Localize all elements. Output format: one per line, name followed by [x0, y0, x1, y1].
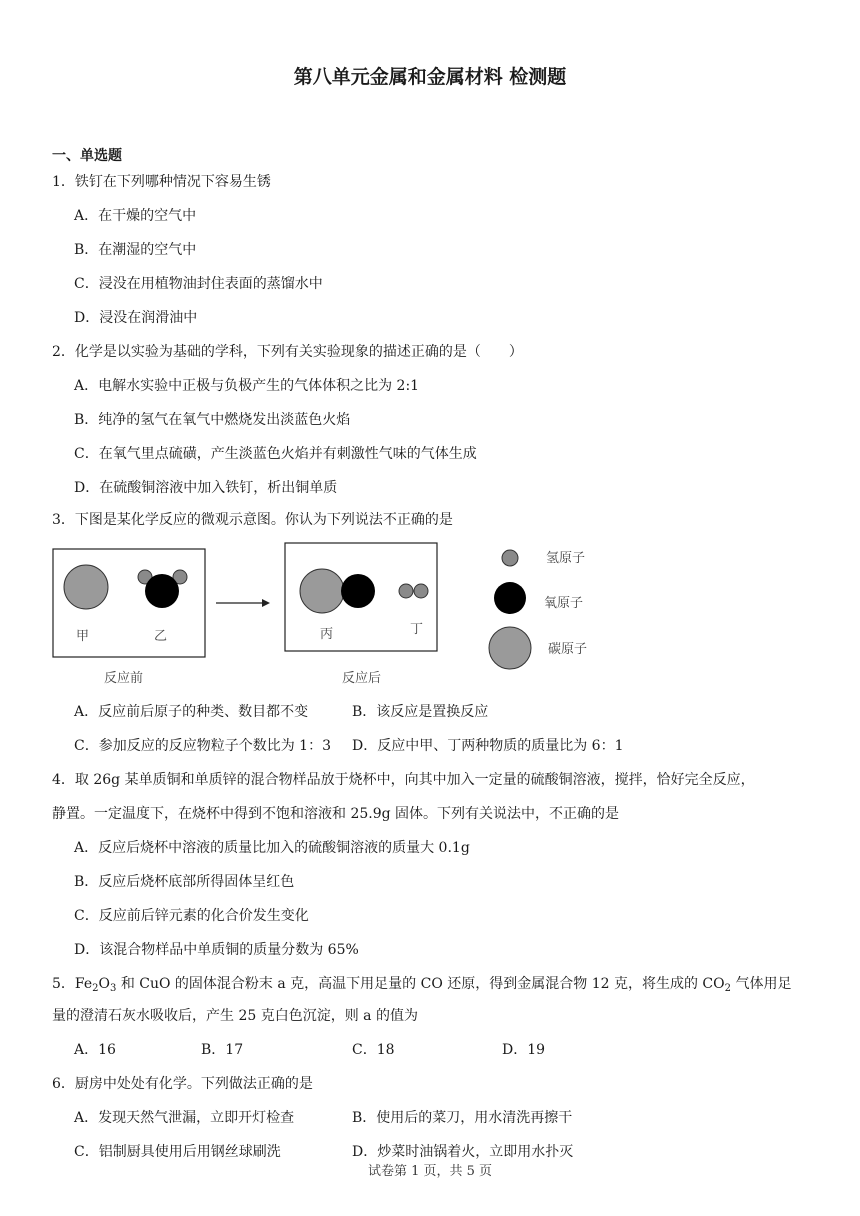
- question-5-stem-line1: [52, 974, 791, 994]
- section-heading: 一、单选题: [52, 148, 122, 164]
- q5-text-part: 气体用足: [731, 976, 792, 992]
- question-5-option-a: A．16: [74, 1042, 116, 1058]
- question-4-option-a: A．反应后烧杯中溶液的质量比加入的硫酸铜溶液的质量大 0.1g: [74, 840, 470, 856]
- label-before: 反应前: [104, 671, 144, 686]
- question-4-option-d: D．该混合物样品中单质铜的质量分数为 65%: [74, 942, 359, 958]
- question-4-option-b: B．反应后烧杯底部所得固体呈红色: [74, 874, 295, 890]
- hydrogen-atom: [414, 584, 428, 598]
- label-yi: 乙: [154, 629, 168, 644]
- question-3-stem: 3．下图是某化学反应的微观示意图。你认为下列说法不正确的是: [52, 512, 453, 528]
- question-5-option-d: D．19: [502, 1042, 546, 1058]
- carbon-atom: [64, 565, 108, 609]
- question-1-stem: 1．铁钉在下列哪种情况下容易生锈: [52, 174, 271, 190]
- q5-subscript: 3: [110, 983, 117, 994]
- legend-carbon-label: 碳原子: [548, 642, 588, 657]
- question-6-option-a: A．发现天然气泄漏，立即开灯检查: [74, 1110, 295, 1126]
- page-title: 第八单元金属和金属材料 检测题: [293, 66, 567, 88]
- page-footer: 试卷第 1 页，共 5 页: [367, 1164, 493, 1179]
- question-2-option-a: A．电解水实验中正极与负极产生的气体体积之比为 2:1: [74, 378, 420, 394]
- question-5-option-c: C．18: [352, 1042, 395, 1058]
- question-1-option-a: A．在干燥的空气中: [74, 208, 197, 224]
- question-6-option-c: C．铝制厨具使用后用钢丝球刷洗: [74, 1144, 281, 1160]
- question-4-option-c: C．反应前后锌元素的化合价发生变化: [74, 908, 309, 924]
- legend-hydrogen-label: 氢原子: [546, 551, 586, 566]
- reaction-diagram: [52, 540, 652, 690]
- q5-subscript: 2: [724, 983, 731, 994]
- question-1-option-d: D．浸没在润滑油中: [74, 310, 198, 326]
- question-5-option-b: B．17: [201, 1042, 244, 1058]
- arrow-head: [262, 599, 270, 607]
- question-2-option-c: C．在氧气里点硫磺，产生淡蓝色火焰并有刺激性气味的气体生成: [74, 446, 477, 462]
- question-1-option-c: C．浸没在用植物油封住表面的蒸馏水中: [74, 276, 323, 292]
- legend-oxygen-label: 氧原子: [544, 596, 584, 611]
- question-4-stem-line2: 静置。一定温度下，在烧杯中得到不饱和溶液和 25.9g 固体。下列有关说法中，不正确的是: [52, 806, 620, 822]
- oxygen-atom: [145, 574, 179, 608]
- label-ding: 丁: [410, 622, 424, 637]
- question-4-stem-line1: 4．取 26g 某单质铜和单质锌的混合物样品放于烧杯中，向其中加入一定量的硫酸铜溶液，搅拌，恰好完全反应，: [52, 772, 755, 788]
- q5-text-part: 5．Fe: [52, 976, 93, 992]
- question-3-option-d: D．反应中甲、丁两种物质的质量比为 6：1: [352, 738, 624, 754]
- label-bing: 丙: [320, 627, 334, 642]
- question-2-stem: 2．化学是以实验为基础的学科，下列有关实验现象的描述正确的是（ ）: [52, 344, 523, 360]
- question-3-option-c: C．参加反应的反应物粒子个数比为 1：3: [74, 738, 331, 754]
- question-3-option-a: A．反应前后原子的种类、数目都不变: [74, 704, 309, 720]
- q5-text-part: O: [98, 976, 110, 992]
- question-6-option-d: D．炒菜时油锅着火，立即用水扑灭: [352, 1144, 574, 1160]
- hydrogen-atom: [399, 584, 413, 598]
- question-5-stem-line2: 量的澄清石灰水吸收后，产生 25 克白色沉淀，则 a 的值为: [52, 1008, 418, 1024]
- question-2-option-d: D．在硫酸铜溶液中加入铁钉，析出铜单质: [74, 480, 338, 496]
- q5-text-part: 和 CuO 的固体混合粉末 a 克，高温下用足量的 CO 还原，得到金属混合物 12 克，将生成的 CO: [116, 976, 725, 992]
- legend-oxygen-atom: [494, 582, 526, 614]
- question-6-stem: 6．厨房中处处有化学。下列做法正确的是: [52, 1076, 313, 1092]
- q5-subscript: 2: [92, 983, 99, 994]
- oxygen-atom: [341, 574, 375, 608]
- carbon-atom: [300, 569, 344, 613]
- question-3-option-b: B．该反应是置换反应: [352, 704, 489, 720]
- question-1-option-b: B．在潮湿的空气中: [74, 242, 197, 258]
- question-2-option-b: B．纯净的氢气在氧气中燃烧发出淡蓝色火焰: [74, 412, 351, 428]
- legend-carbon-atom: [489, 627, 531, 669]
- legend-hydrogen-atom: [502, 550, 518, 566]
- label-after: 反应后: [342, 671, 382, 686]
- label-jia: 甲: [76, 629, 90, 644]
- question-6-option-b: B．使用后的菜刀，用水清洗再擦干: [352, 1110, 573, 1126]
